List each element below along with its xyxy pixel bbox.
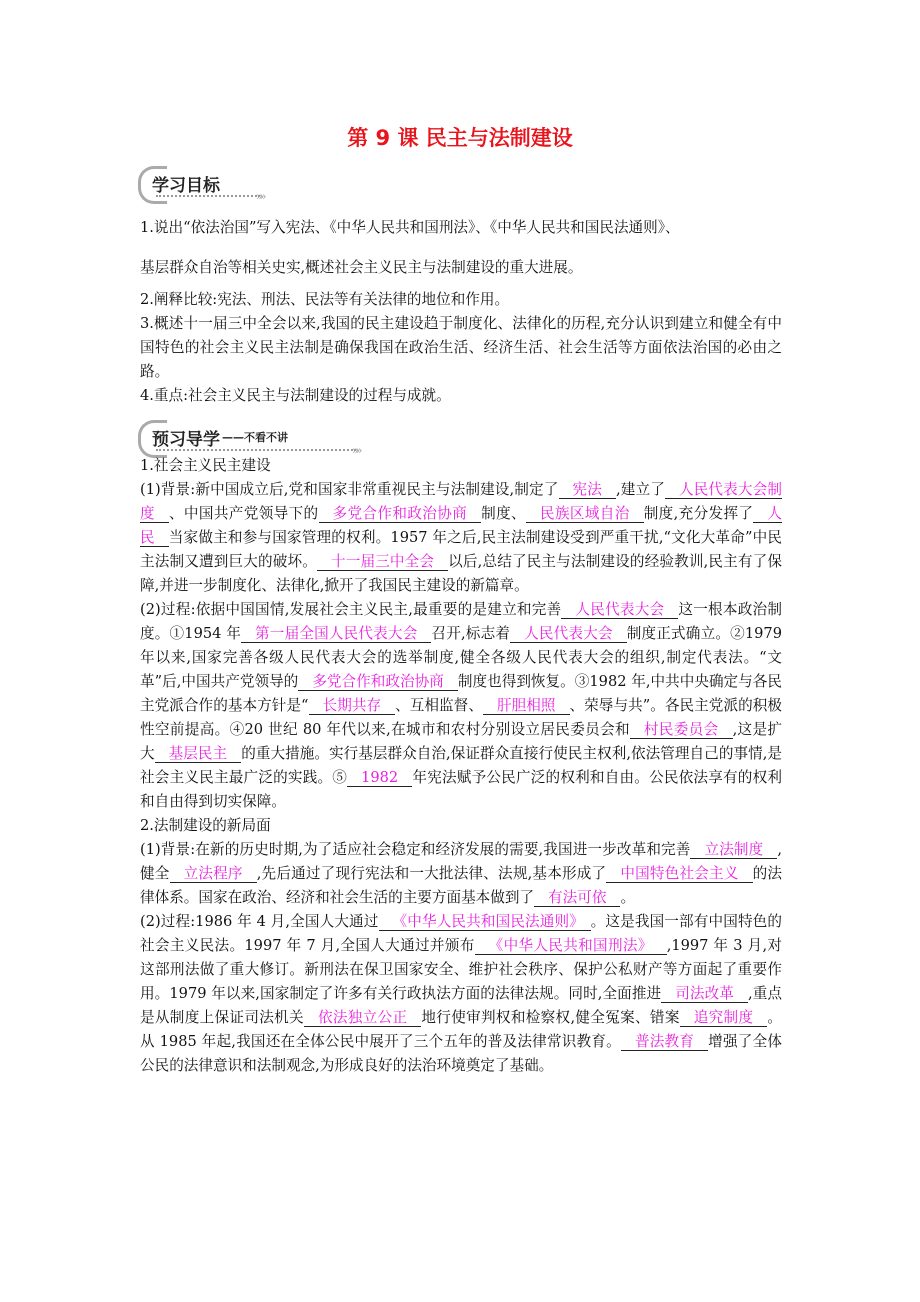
fill-blank-answer: 长期共存 bbox=[309, 697, 396, 715]
text: ,这是扩大 bbox=[140, 721, 782, 762]
objective-item: 3.概述十一届三中全会以来,我国的民主建设趋于制度化、法律化的历程,充分认识到建立和健全有中国特色的社会主义民主法制是确保我国在政治生活、经济生活、社会生活等方面依法治国的必由之路。 bbox=[140, 315, 782, 380]
text: ,先后通过了现行宪法和一大批法律、法规,基本形成了 bbox=[256, 865, 607, 882]
fill-blank-answer: 《中华人民共和国民法通则》 bbox=[379, 913, 591, 931]
text: ,建立了 bbox=[615, 481, 665, 498]
paragraph bbox=[140, 598, 782, 814]
fill-blank-answer: 多党合作和政治协商 bbox=[319, 505, 482, 523]
text: 地行使审判权和检察权,健全冤案、错案 bbox=[421, 1009, 680, 1026]
chevrons-icon: »» bbox=[352, 444, 360, 457]
fill-blank-answer: 宪法 bbox=[559, 481, 616, 499]
text: ,重点是从制度上保证司法机关 bbox=[140, 985, 782, 1026]
fill-blank-answer: 民族区域自治 bbox=[526, 505, 644, 523]
text: 的法律体系。国家在政治、经济和社会生活的主要方面基本做到了 bbox=[140, 865, 782, 906]
text: 制度、 bbox=[481, 505, 526, 522]
text: (2)过程:依据中国国情,发展社会主义民主,最重要的是建立和完善 bbox=[140, 601, 562, 618]
text: (1)背景:新中国成立后,党和国家非常重视民主与法制建设,制定了 bbox=[140, 481, 559, 498]
fill-blank-answer: 中国特色社会主义 bbox=[606, 865, 752, 883]
objective-item: 1.说出“依法治国”写入宪法、《中华人民共和国刑法》、《中华人民共和国民法通则》、 bbox=[140, 219, 680, 236]
chevrons-icon: »» bbox=[256, 190, 264, 203]
fill-blank-answer: 人民代表大会制度 bbox=[140, 481, 782, 522]
fill-blank-answer: 多党合作和政治协商 bbox=[298, 673, 458, 691]
fill-blank-answer: 基层民主 bbox=[155, 745, 242, 763]
paragraph bbox=[140, 454, 782, 478]
objectives-header-label: 学习目标 bbox=[152, 175, 220, 196]
paragraph bbox=[140, 814, 782, 838]
fill-blank-answer: 人民 bbox=[140, 505, 782, 546]
text: 这一根本政治制度。①1954 年 bbox=[140, 601, 782, 642]
text: 召开,标志着 bbox=[431, 625, 511, 642]
paragraph bbox=[140, 838, 782, 910]
text: ,健全 bbox=[140, 841, 782, 882]
preview-content bbox=[140, 454, 782, 1078]
text: 制度正式确立。②1979 年以来,国家完善各级人民代表大会的选举制度,健全各级人民代表大会的组织,制定代表法。“文革”后,中国共产党领导的 bbox=[140, 625, 783, 690]
fill-blank-answer: 村民委员会 bbox=[630, 721, 733, 739]
text: 制度,充分发挥了 bbox=[643, 505, 754, 522]
paragraph bbox=[140, 910, 782, 1078]
page-title: 第 9 课 民主与法制建设 bbox=[347, 126, 573, 150]
preview-header bbox=[138, 420, 368, 457]
text: 。 bbox=[620, 889, 636, 906]
objectives-header bbox=[138, 166, 270, 203]
dotted-divider bbox=[156, 449, 356, 451]
preview-header-sub: ——不看不讲 bbox=[222, 431, 288, 444]
text: 1.社会主义民主建设 bbox=[140, 457, 271, 474]
paragraph bbox=[140, 478, 782, 598]
text: (1)背景:在新的历史时期,为了适应社会稳定和经济发展的需要,我国进一步改革和完善 bbox=[140, 841, 691, 858]
fill-blank-answer: 第一届全国人民代表大会 bbox=[241, 625, 431, 643]
text: 。这是我国一部有中国特色的社会主义民法。1997 年 7 月,全国人大通过并颁布 bbox=[140, 913, 782, 954]
text: 增强了全体公民的法律意识和法制观念,为形成良好的法治环境奠定了基础。 bbox=[140, 1033, 782, 1074]
text: 、互相监督、 bbox=[395, 697, 483, 714]
text: 的重大措施。实行基层群众自治,保证群众直接行使民主权利,依法管理自己的事情,是社会主义民主最广泛的实践。⑤ bbox=[140, 745, 782, 786]
text: 制度也得到恢复。③1982 年,中共中央确定与各民主党派合作的基本方针是“ bbox=[140, 673, 782, 714]
objectives-list bbox=[140, 216, 782, 408]
dotted-divider bbox=[156, 195, 260, 197]
fill-blank-answer: 《中华人民共和国刑法》 bbox=[475, 937, 667, 955]
text: 当家做主和参与国家管理的权利。1957 年之后,民主法制建设受到严重干扰,“文化大革命”中民主法制又遭到巨大的破坏。 bbox=[140, 529, 782, 570]
fill-blank-answer: 立法程序 bbox=[170, 865, 257, 883]
preview-header-label: 预习导学 bbox=[152, 429, 220, 450]
fill-blank-answer: 追究制度 bbox=[680, 1009, 768, 1027]
fill-blank-answer: 人民代表大会 bbox=[510, 625, 627, 643]
text: 2.法制建设的新局面 bbox=[140, 817, 271, 834]
text: (2)过程:1986 年 4 月,全国人大通过 bbox=[140, 913, 379, 930]
fill-blank-answer: 十一届三中全会 bbox=[317, 553, 448, 571]
text: 、中国共产党领导下的 bbox=[168, 505, 319, 522]
fill-blank-answer: 司法改革 bbox=[661, 985, 748, 1003]
objective-item: 4.重点:社会主义民主与法制建设的过程与成就。 bbox=[140, 387, 451, 404]
text: 、荣辱与共”。各民主党派的积极性空前提高。④20 世纪 80 年代以来,在城市和农村分别设立居民委员会和 bbox=[140, 697, 782, 738]
text: 。从 1985 年起,我国还在全体公民中展开了三个五年的普及法律常识教育。 bbox=[140, 1009, 782, 1050]
fill-blank-answer: 肝胆相照 bbox=[483, 697, 570, 715]
objective-item: 2.阐释比较:宪法、刑法、民法等有关法律的地位和作用。 bbox=[140, 291, 510, 308]
fill-blank-answer: 立法制度 bbox=[690, 841, 777, 859]
fill-blank-answer: 1982 bbox=[347, 769, 412, 787]
objective-item: 基层群众自治等相关史实,概述社会主义民主与法制建设的重大进展。 bbox=[140, 259, 583, 276]
fill-blank-answer: 人民代表大会 bbox=[561, 601, 678, 619]
fill-blank-answer: 有法可依 bbox=[534, 889, 620, 907]
fill-blank-answer: 普法教育 bbox=[621, 1033, 708, 1051]
fill-blank-answer: 依法独立公正 bbox=[304, 1009, 421, 1027]
text: 年宪法赋予公民广泛的权利和自由。公民依法享有的权利和自由得到切实保障。 bbox=[140, 769, 782, 810]
text: 以后,总结了民主与法制建设的经验教训,民主有了保障,并进一步制度化、法律化,掀开了我国民主建设的新篇章。 bbox=[140, 553, 782, 594]
text: ,1997 年 3 月,对这部刑法做了重大修订。新刑法在保卫国家安全、维护社会秩序、保护公私财产等方面起了重要作用。1979 年以来,国家制定了许多有关行政执法方面的法律法规。同时,全面推进 bbox=[140, 937, 782, 1002]
